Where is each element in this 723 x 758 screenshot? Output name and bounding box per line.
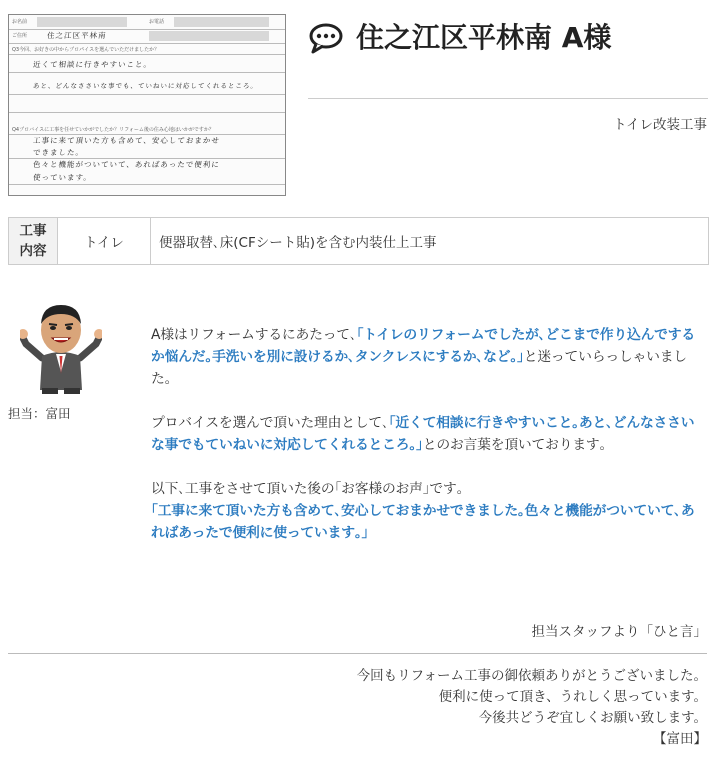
scan-label-tel: お電話 [149,19,165,25]
work-info-label-line1: 工事 [19,223,47,239]
staff-comment-line2: 便利に使って頂き、うれしく思っています。 [438,689,707,705]
work-info-label [9,218,58,264]
staff-comment-line3: 今後共どうぞ宜しくお願い致します。 [478,710,707,726]
scan-row [9,71,285,73]
work-info-description: 便器取替､床(CFシート貼)を含む内装仕上工事 [159,235,437,251]
scan-answer-q4-line4: 使っています。 [32,173,93,182]
story-paragraph-1 [151,324,707,390]
page-title [308,18,708,58]
survey-scan-image [8,14,286,196]
scan-redacted-name [37,17,127,27]
scan-label-address: ご住所 [12,33,28,39]
staff-comment-heading: 担当スタッフより「ひと言」 [531,624,707,640]
scan-label-q4: Q4プロバイスに工事を任せていかがでしたか？リフォーム後の住み心地はいかがですか？ [12,127,214,133]
scan-address-value: 住之江区平林南 [46,31,107,40]
title-divider [308,98,708,99]
staff-name: 担当：富田 [8,406,71,421]
p3-prefix: 以下､工事をさせて頂いた後の｢お客様のお声｣です｡ [151,481,464,497]
scan-row [9,111,285,113]
scan-redacted-tel [174,17,269,27]
scan-row [9,53,285,55]
p2-quote: ｢近くて相談に行きやすいこと｡あと､どんなささいな事でもていねいに対応してくれるところ｡｣ [151,415,695,453]
story-paragraph-2 [151,412,707,456]
speech-bubble-icon [308,22,344,54]
story-paragraph-3 [151,478,707,544]
scan-label-q3: Q3今回、お好きの中からプロパイスを選んでいただけましたか？ [12,47,160,53]
section-divider [8,653,707,654]
staff-comment-signature: 【富田】 [653,731,707,747]
staff-comment-line1: 今回もリフォーム工事の御依頼ありがとうございました。 [356,668,707,684]
scan-answer-q3-line2: あと、どんなささいな事でも、ていねいに対応してくれるところ。 [32,82,259,90]
p2-prefix: プロバイスを選んで頂いた理由として､ [151,415,389,431]
scan-answer-q4-line2: できました。 [32,148,85,157]
p1-suffix: と迷っていらっしゃいました｡ [151,349,687,387]
p3-quote: ｢工事に来て頂いた方も含めて､安心しておまかせできました｡色々と機能がついていて､あればあったで便利に使っています｡｣ [151,503,695,541]
p2-suffix: とのお言葉を頂いております｡ [422,437,607,453]
staff-comment [357,666,707,750]
work-category: トイレ改装工事 [613,117,707,133]
scan-redacted-address [149,31,269,41]
title-area [308,18,708,58]
p1-prefix: A様はリフォームするにあたって､ [151,327,357,343]
work-info-table [8,217,709,265]
work-info-area: トイレ [58,218,151,264]
p1-quote: ｢トイレのリフォームでしたが､どこまで作り込んでするか悩んだ｡手洗いを別に設けるか､タンクレスにするか､など｡｣ [151,327,695,365]
scan-answer-q3-line1: 近くて相談に行きやすいこと。 [32,60,153,69]
story-body [151,324,707,566]
scan-answer-q4-line3: 色々と機能がついていて、あればあったで便利に [32,160,221,169]
staff-avatar [20,300,102,396]
scan-row [9,183,285,185]
page-title-text: 住之江区平林南 A様 [356,21,612,54]
scan-answer-q4-line1: 工事に来て頂いた方も含めて、安心しておまかせ [32,136,221,145]
work-info-label-line2: 内容 [19,243,47,259]
scan-row [9,93,285,95]
scan-label-name: お名前 [12,19,28,25]
